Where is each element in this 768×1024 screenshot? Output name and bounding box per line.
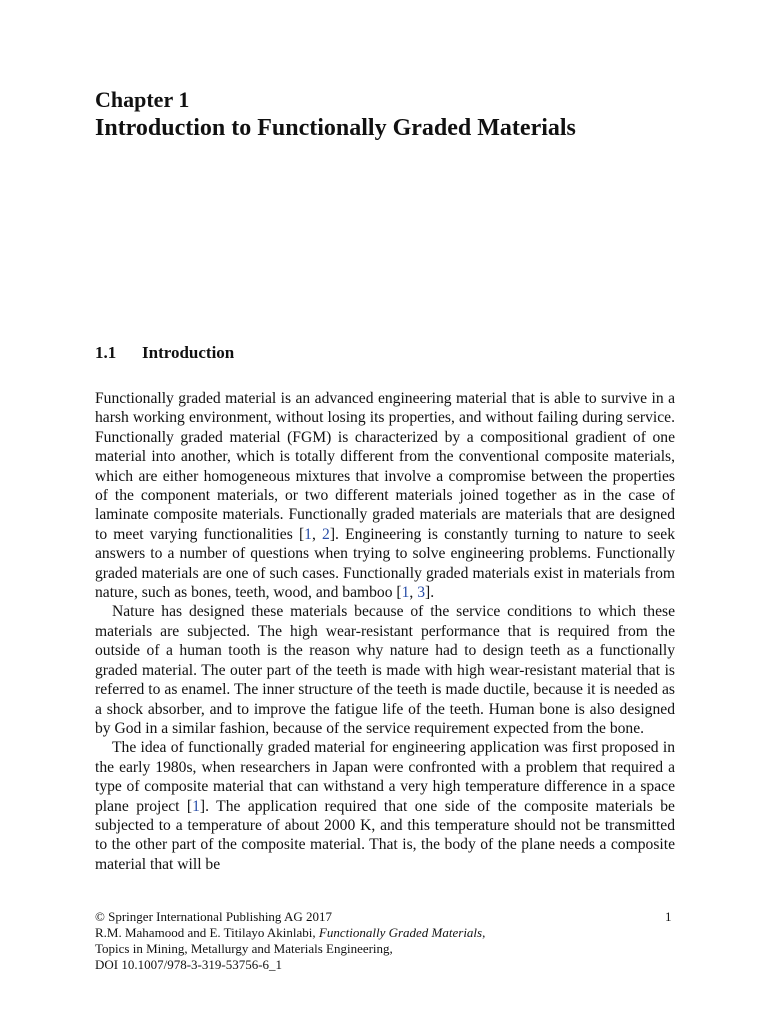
body-text: [95, 389, 675, 874]
paragraph-1-text-b: ]. Engineering is constantly turning to nature to seek answers to a number of questions when trying to solve engineering problems. Functionally graded materials are one of such cases. Functionally graded materials exist in materials from nature, such as bones, teeth, wood, and bamboo [: [95, 525, 676, 602]
citation-link[interactable]: 1: [192, 797, 200, 815]
citation-link[interactable]: 2: [322, 525, 330, 543]
paragraph-3-text-a: The idea of functionally graded material for engineering application was first proposed in the early 1980s, when researchers in Japan were confronted with a problem that required a type of composite material that can withstand a very high temperature difference in a space plane project [: [95, 739, 675, 815]
paragraph-2: Nature has designed these materials because of the service conditions to which these materials are subjected. The high wear-resistant performance that is required from the outside of a human tooth is the reason why nature had to design teeth as a functionally graded material. The outer part of the teeth is made with high wear-resistant material that is referred to as enamel. The inner structure of the teeth is made ductile, because it is needed as a shock absorber, and to improve the fatigue life of the teeth. Human bone is also designed by God in a similar fashion, because of the service requirement expected from the bone.: [95, 603, 675, 737]
section-number: 1.1: [95, 343, 117, 362]
paragraph-3: [95, 738, 675, 874]
citation-separator: ,: [311, 525, 323, 543]
authors-line-end: ,: [482, 925, 486, 940]
paragraph-1-text-c: ].: [425, 584, 435, 602]
citation-link[interactable]: 1: [401, 584, 410, 602]
paragraph-1: [95, 389, 675, 602]
citation-separator: ,: [409, 584, 418, 602]
chapter-label: Chapter 1: [95, 87, 190, 112]
series-title: Topics in Mining, Metallurgy and Materials Engineering,: [95, 941, 393, 956]
page-footer: [95, 909, 675, 973]
paragraph-1-text-a: Functionally graded material is an advanced engineering material that is able to survive in a harsh working environment, without losing its properties, and without failing during service. Functionally graded material (FGM) is characterized by a compositional gradient of one material into another, which is totally different from the conventional composite materials, which are either homogeneous mixtures that involve a compromise between the properties of the component materials, or two different materials joined together as in the case of laminate composite materials. Functionally graded materials are materials that are designed to meet varying functionalities [: [95, 390, 675, 543]
section-heading: [95, 343, 234, 363]
authors: R.M. Mahamood and E. Titilayo Akinlabi,: [95, 925, 319, 940]
section-title: Introduction: [142, 343, 235, 362]
copyright-notice: © Springer International Publishing AG 2017: [95, 909, 332, 924]
page-number: 1: [665, 909, 672, 924]
citation-link[interactable]: 1: [304, 525, 312, 543]
chapter-title: Introduction to Functionally Graded Materials: [95, 115, 576, 141]
paragraph-3-text-b: ]. The application required that one side of the composite materials be subjected to a temperature of about 2000 K, and this temperature should not be transmitted to the other part of the composite material. That is, the body of the plane needs a composite material that will be: [95, 797, 675, 873]
citation-link[interactable]: 3: [417, 584, 425, 602]
book-title: Functionally Graded Materials: [318, 925, 483, 940]
citation-authors-line: [95, 925, 675, 941]
doi: DOI 10.1007/978-3-319-53756-6_1: [95, 957, 283, 972]
